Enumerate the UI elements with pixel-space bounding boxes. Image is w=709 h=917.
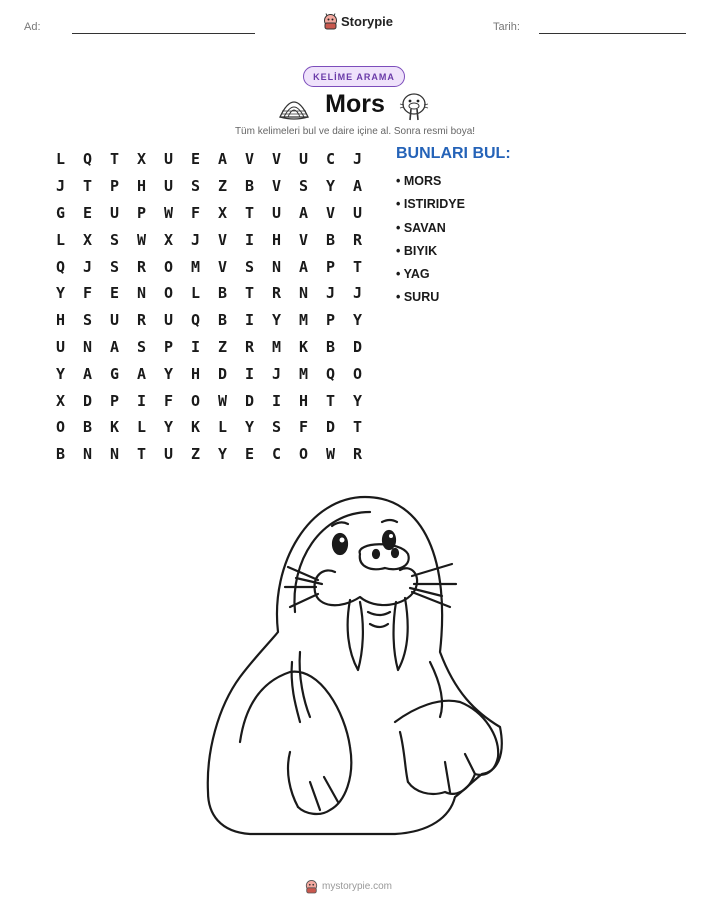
grid-letter[interactable]: A	[109, 337, 120, 356]
grid-letter[interactable]: Y	[55, 364, 66, 383]
grid-letter[interactable]: D	[82, 391, 93, 410]
grid-letter[interactable]: Y	[325, 177, 336, 196]
grid-letter[interactable]: Z	[190, 445, 201, 464]
storypie-mascot-icon	[323, 13, 338, 30]
grid-letter[interactable]: S	[109, 230, 120, 249]
grid-letter[interactable]: B	[325, 230, 336, 249]
grid-letter[interactable]: Q	[325, 364, 336, 383]
grid-letter[interactable]: B	[325, 337, 336, 356]
grid-letter[interactable]: I	[244, 311, 255, 330]
grid-letter[interactable]: T	[352, 418, 363, 437]
word-list-title: BUNLARI BUL:	[396, 145, 511, 162]
grid-letter[interactable]: N	[298, 284, 309, 303]
grid-letter[interactable]: X	[217, 203, 228, 222]
name-line[interactable]	[72, 33, 255, 34]
grid-letter[interactable]: B	[217, 311, 228, 330]
grid-letter[interactable]: K	[109, 418, 120, 437]
grid-letter[interactable]: J	[190, 230, 201, 249]
grid-letter[interactable]: K	[190, 418, 201, 437]
grid-letter[interactable]: U	[298, 150, 309, 169]
grid-letter[interactable]: Y	[217, 445, 228, 464]
grid-letter[interactable]: P	[109, 391, 120, 410]
grid-letter[interactable]: L	[55, 150, 66, 169]
grid-letter[interactable]: H	[136, 177, 147, 196]
grid-letter[interactable]: Y	[352, 311, 363, 330]
date-label: Tarih:	[493, 21, 520, 33]
grid-letter[interactable]: U	[109, 203, 120, 222]
grid-letter[interactable]: N	[82, 337, 93, 356]
grid-letter[interactable]: F	[190, 203, 201, 222]
word-item: • YAG	[396, 267, 430, 282]
grid-letter[interactable]: E	[190, 150, 201, 169]
instructions: Tüm kelimeleri bul ve daire içine al. Sonra resmi boya!	[234, 126, 476, 137]
grid-letter[interactable]: S	[136, 337, 147, 356]
brand-logo	[323, 13, 393, 30]
grid-letter[interactable]: X	[136, 150, 147, 169]
grid-letter[interactable]: V	[217, 230, 228, 249]
grid-letter[interactable]: M	[190, 257, 201, 276]
grid-letter[interactable]: T	[109, 150, 120, 169]
grid-letter[interactable]: T	[325, 391, 336, 410]
grid-letter[interactable]: O	[190, 391, 201, 410]
word-item: • SURU	[396, 290, 440, 305]
grid-letter[interactable]: N	[271, 257, 282, 276]
grid-letter[interactable]: M	[298, 364, 309, 383]
grid-letter[interactable]: L	[136, 418, 147, 437]
page-title: Mors	[325, 90, 385, 118]
grid-letter[interactable]: R	[244, 337, 255, 356]
grid-letter[interactable]: B	[55, 445, 66, 464]
grid-letter[interactable]: H	[190, 364, 201, 383]
grid-letter[interactable]: A	[298, 257, 309, 276]
grid-letter[interactable]: P	[325, 311, 336, 330]
grid-letter[interactable]: W	[163, 203, 174, 222]
grid-letter[interactable]: B	[82, 418, 93, 437]
grid-letter[interactable]: P	[109, 177, 120, 196]
grid-letter[interactable]: V	[217, 257, 228, 276]
grid-letter[interactable]: J	[55, 177, 66, 196]
grid-letter[interactable]: X	[55, 391, 66, 410]
grid-letter[interactable]: W	[136, 230, 147, 249]
grid-letter[interactable]: Q	[55, 257, 66, 276]
grid-letter[interactable]: I	[271, 391, 282, 410]
grid-letter[interactable]: E	[82, 203, 93, 222]
grid-letter[interactable]: O	[55, 418, 66, 437]
date-line[interactable]	[539, 33, 686, 34]
grid-letter[interactable]: M	[271, 337, 282, 356]
grid-letter[interactable]: R	[352, 445, 363, 464]
grid-letter[interactable]: H	[55, 311, 66, 330]
grid-letter[interactable]: L	[217, 418, 228, 437]
grid-letter[interactable]: G	[55, 203, 66, 222]
footer-url[interactable]: mystorypie.com	[322, 881, 393, 892]
walrus-head-icon	[399, 91, 429, 123]
grid-letter[interactable]: O	[298, 445, 309, 464]
grid-letter[interactable]: U	[352, 203, 363, 222]
grid-letter[interactable]: D	[217, 364, 228, 383]
grid-letter[interactable]: R	[136, 257, 147, 276]
grid-letter[interactable]: D	[244, 391, 255, 410]
grid-letter[interactable]: U	[109, 311, 120, 330]
grid-letter[interactable]: V	[271, 177, 282, 196]
grid-letter[interactable]: T	[244, 203, 255, 222]
grid-letter[interactable]: U	[163, 445, 174, 464]
grid-letter[interactable]: K	[298, 337, 309, 356]
grid-letter[interactable]: M	[298, 311, 309, 330]
grid-letter[interactable]: X	[82, 230, 93, 249]
grid-letter[interactable]: Y	[244, 418, 255, 437]
grid-letter[interactable]: T	[244, 284, 255, 303]
grid-letter[interactable]: N	[136, 284, 147, 303]
grid-letter[interactable]: H	[271, 230, 282, 249]
grid-letter[interactable]: S	[271, 418, 282, 437]
grid-letter[interactable]: F	[82, 284, 93, 303]
grid-letter[interactable]: Z	[217, 337, 228, 356]
grid-letter[interactable]: B	[244, 177, 255, 196]
grid-letter[interactable]: J	[325, 284, 336, 303]
grid-letter[interactable]: D	[352, 337, 363, 356]
grid-letter[interactable]: Y	[163, 364, 174, 383]
grid-letter[interactable]: A	[298, 203, 309, 222]
grid-letter[interactable]: I	[244, 364, 255, 383]
grid-letter[interactable]: A	[217, 150, 228, 169]
grid-letter[interactable]: C	[325, 150, 336, 169]
grid-letter[interactable]: U	[55, 337, 66, 356]
word-item: • BIYIK	[396, 243, 438, 258]
grid-letter[interactable]: Z	[217, 177, 228, 196]
footer	[305, 879, 392, 894]
grid-letter[interactable]: U	[163, 150, 174, 169]
grid-letter[interactable]: Y	[55, 284, 66, 303]
grid-letter[interactable]: T	[136, 445, 147, 464]
grid-letter[interactable]: O	[352, 364, 363, 383]
grid-letter[interactable]: I	[244, 230, 255, 249]
grid-letter[interactable]: S	[244, 257, 255, 276]
grid-letter[interactable]: S	[190, 177, 201, 196]
grid-letter[interactable]: T	[82, 177, 93, 196]
grid-letter[interactable]: A	[82, 364, 93, 383]
grid-letter[interactable]: P	[325, 257, 336, 276]
grid-letter[interactable]: A	[136, 364, 147, 383]
word-search-grid[interactable]	[47, 146, 371, 468]
grid-letter[interactable]: U	[163, 177, 174, 196]
grid-letter[interactable]: O	[163, 257, 174, 276]
grid-letter[interactable]: J	[82, 257, 93, 276]
grid-letter[interactable]: U	[271, 203, 282, 222]
grid-letter[interactable]: S	[109, 257, 120, 276]
grid-letter[interactable]: R	[136, 311, 147, 330]
word-item: • SAVAN	[396, 220, 446, 235]
grid-letter[interactable]: Y	[163, 418, 174, 437]
word-list	[396, 170, 465, 310]
grid-letter[interactable]: N	[109, 445, 120, 464]
grid-letter[interactable]: A	[352, 177, 363, 196]
grid-letter[interactable]: V	[271, 150, 282, 169]
puzzle-type-badge: KELİME ARAMA	[303, 66, 405, 87]
grid-letter[interactable]: Y	[352, 391, 363, 410]
grid-letter[interactable]: X	[163, 230, 174, 249]
grid-letter[interactable]: Y	[271, 311, 282, 330]
grid-letter[interactable]: V	[325, 203, 336, 222]
grid-letter[interactable]: U	[163, 311, 174, 330]
grid-letter[interactable]: J	[352, 150, 363, 169]
grid-letter[interactable]: F	[163, 391, 174, 410]
grid-letter[interactable]: L	[55, 230, 66, 249]
grid-letter[interactable]: Q	[190, 311, 201, 330]
grid-letter[interactable]: I	[190, 337, 201, 356]
grid-letter[interactable]: R	[352, 230, 363, 249]
grid-letter[interactable]: E	[109, 284, 120, 303]
grid-letter[interactable]: P	[163, 337, 174, 356]
grid-letter[interactable]: L	[190, 284, 201, 303]
grid-letter[interactable]: O	[163, 284, 174, 303]
grid-letter[interactable]: C	[271, 445, 282, 464]
grid-letter[interactable]: R	[271, 284, 282, 303]
grid-letter[interactable]: N	[82, 445, 93, 464]
grid-letter[interactable]: T	[352, 257, 363, 276]
grid-letter[interactable]: H	[298, 391, 309, 410]
grid-letter[interactable]: B	[217, 284, 228, 303]
walrus-coloring-illustration[interactable]	[200, 492, 510, 837]
grid-letter[interactable]: E	[244, 445, 255, 464]
storypie-mascot-icon	[305, 879, 318, 894]
grid-letter[interactable]: G	[109, 364, 120, 383]
grid-letter[interactable]: P	[136, 203, 147, 222]
grid-letter[interactable]: J	[352, 284, 363, 303]
grid-letter[interactable]: Q	[82, 150, 93, 169]
grid-letter[interactable]: J	[271, 364, 282, 383]
grid-letter[interactable]: F	[298, 418, 309, 437]
name-label: Ad:	[24, 21, 41, 33]
brand-name: Storypie	[341, 14, 394, 29]
word-item: • ISTIRIDYE	[396, 197, 465, 212]
grid-letter[interactable]: V	[244, 150, 255, 169]
grid-letter[interactable]: I	[136, 391, 147, 410]
grid-letter[interactable]: W	[325, 445, 336, 464]
grid-letter[interactable]: D	[325, 418, 336, 437]
grid-letter[interactable]: S	[82, 311, 93, 330]
grid-letter[interactable]: V	[298, 230, 309, 249]
grid-letter[interactable]: S	[298, 177, 309, 196]
grid-letter[interactable]: W	[217, 391, 228, 410]
word-item: • MORS	[396, 174, 442, 188]
